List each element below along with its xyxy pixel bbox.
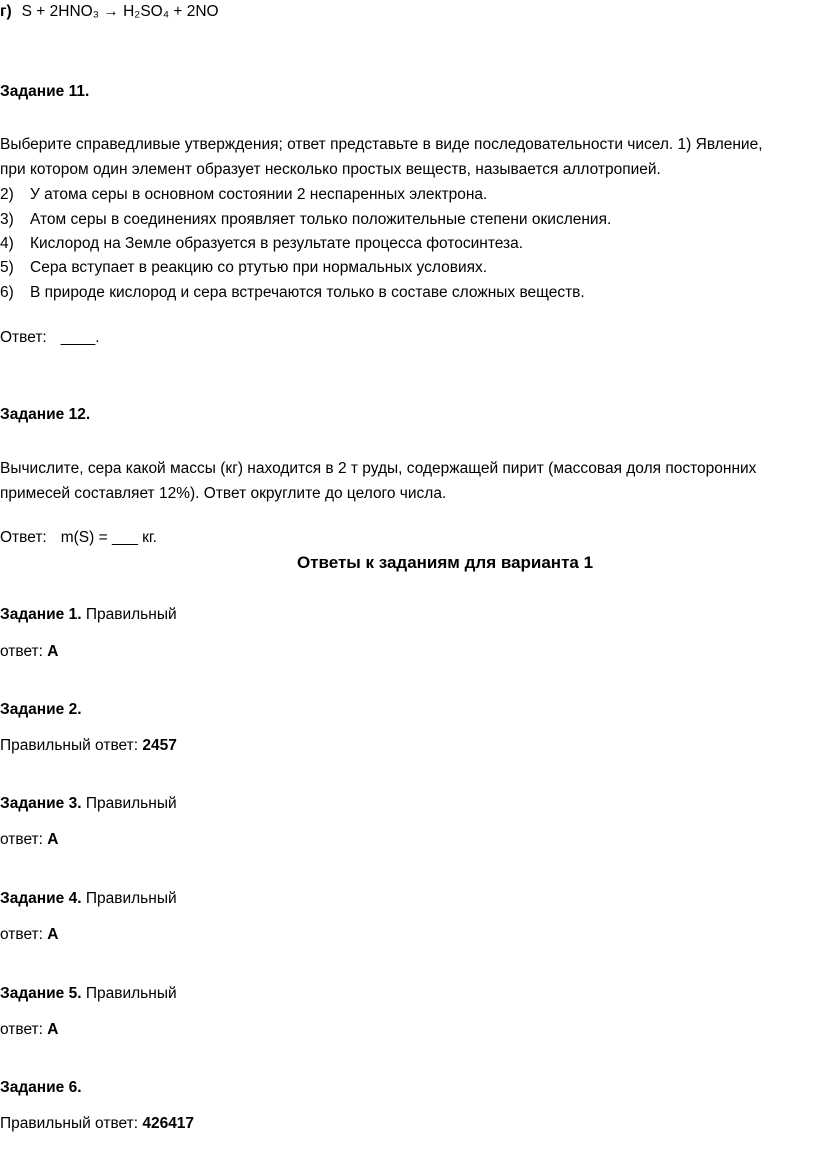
answer-label2: ответ: [0, 1021, 43, 1038]
task11-item-text: Атом серы в соединениях проявляет только положительные степени окисления. [30, 211, 612, 228]
task11-intro-line1: Выберите справедливые утверждения; ответ представьте в виде последовательности чисел. 1) Явление, [0, 136, 763, 153]
equation-text: S + 2HNO₃ → H₂SO₄ + 2NO [21, 3, 219, 20]
answer-4-line1 [0, 887, 177, 911]
answer-task-label: Задание 1. [0, 606, 82, 623]
answer-label: Правильный [85, 985, 177, 1002]
variant-label: г) [0, 3, 12, 20]
answer-task-label: Задание 3. [0, 795, 82, 812]
answer-value: А [47, 926, 59, 943]
task11-item-text: У атома серы в основном состоянии 2 неспаренных электрона. [30, 186, 488, 203]
task11-item-text: В природе кислород и сера встречаются только в составе сложных веществ. [30, 284, 585, 301]
task11-heading: Задание 11. [0, 83, 90, 100]
answer-4-line2 [0, 923, 58, 947]
answer-task-label: Задание 5. [0, 985, 82, 1002]
answers-title: Ответы к заданиям для варианта 1 [296, 553, 594, 572]
answer-label: Правильный ответ: [0, 737, 139, 754]
task11-answer-blank: ____. [60, 329, 100, 346]
task12-text-line2: примесей составляет 12%). Ответ округлите до целого числа. [0, 485, 447, 502]
answer-label2: ответ: [0, 643, 43, 660]
task12-heading: Задание 12. [0, 406, 91, 423]
answer-5-line2 [0, 1018, 58, 1042]
task12-answer-line [0, 526, 157, 550]
answer-3-line2 [0, 828, 58, 852]
task12-answer-formula: m(S) = ___ кг. [60, 529, 157, 546]
answer-label: Правильный [85, 606, 177, 623]
answer-3-line1 [0, 792, 177, 816]
task11-item-text: Сера вступает в реакцию со ртутью при нормальных условиях. [30, 259, 488, 276]
task11-item [0, 281, 585, 305]
answer-label: Правильный [85, 890, 177, 907]
task11-item-text: Кислород на Земле образуется в результате процесса фотосинтеза. [30, 235, 524, 252]
answer-2-line [0, 734, 177, 758]
answer-value: А [47, 1021, 59, 1038]
answer-label2: ответ: [0, 831, 43, 848]
task11-intro-line2: при котором один элемент образует несколько простых веществ, называется аллотропией. [0, 161, 661, 178]
task11-answer-label: Ответ: [0, 329, 47, 346]
answer-value: А [47, 831, 59, 848]
task11-item-num: 4) [0, 235, 14, 252]
answer-task-label: Задание 4. [0, 890, 82, 907]
task11-answer-line [0, 326, 100, 350]
task11-item [0, 208, 611, 232]
task11-item-num: 6) [0, 284, 14, 301]
answer-6-line [0, 1112, 194, 1136]
answer-value: 426417 [142, 1115, 195, 1132]
answer-6-heading: Задание 6. [0, 1079, 82, 1096]
task12-answer-label: Ответ: [0, 529, 47, 546]
answer-label: Правильный [85, 795, 177, 812]
task11-item [0, 256, 487, 280]
task11-item [0, 183, 487, 207]
task11-item-num: 5) [0, 259, 14, 276]
answer-2-heading: Задание 2. [0, 701, 82, 718]
task11-item-num: 2) [0, 186, 14, 203]
task12-text-line1: Вычислите, сера какой массы (кг) находится в 2 т руды, содержащей пирит (массовая доля посторонних [0, 460, 757, 477]
task11-item-num: 3) [0, 211, 14, 228]
answer-1-line1 [0, 603, 177, 627]
answer-1-line2 [0, 640, 58, 664]
answer-value: А [47, 643, 59, 660]
answer-label: Правильный ответ: [0, 1115, 139, 1132]
answer-5-line1 [0, 982, 177, 1006]
task11-item [0, 232, 523, 256]
answer-value: 2457 [142, 737, 177, 754]
equation-line-g [0, 0, 219, 24]
answer-label2: ответ: [0, 926, 43, 943]
